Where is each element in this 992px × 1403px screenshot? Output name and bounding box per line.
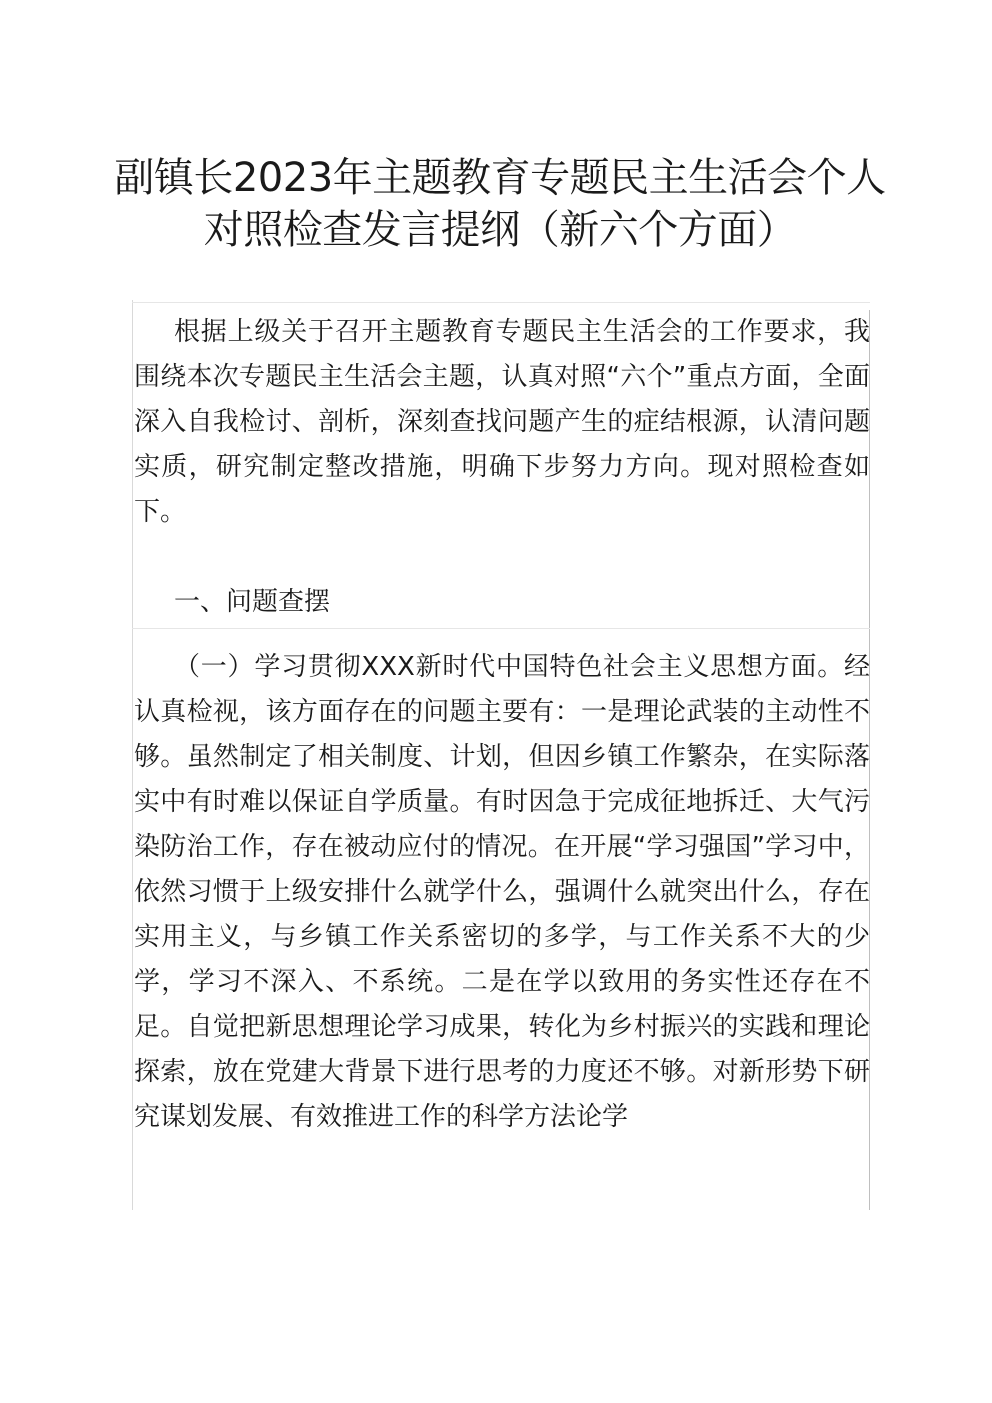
text-frame-left-guide (132, 300, 133, 1210)
intro-paragraph: 根据上级关于召开主题教育专题民主生活会的工作要求，我围绕本次专题民主生活会主题，认真对照“六个”重点方面，全面深入自我检讨、剖析，深刻查找问题产生的症结根源，认清问题实质，研究制定整改措施，明确下步努力方向。现对照检查如下。 (134, 317, 870, 527)
subsection-paragraph: （一）学习贯彻XXX新时代中国特色社会主义思想方面。经认真检视，该方面存在的问题主要有：一是理论武装的主动性不够。虽然制定了相关制度、计划，但因乡镇工作繁杂，在实际落实中有时难以保证自学质量。有时因急于完成征地拆迁、大气污染防治工作，存在被动应付的情况。在开展“学习强国”学习中，依然习惯于上级安排什么就学什么，强调什么就突出什么，存在实用主义，与乡镇工作关系密切的多学，与工作关系不大的少学，学习不深入、不系统。二是在学以致用的务实性还存在不足。自觉把新思想理论学习成果，转化为乡村振兴的实践和理论探索，放在党建大背景下进行思考的力度还不够。对新形势下研究谋划发展、有效推进工作的科学方法论学 (134, 652, 870, 1132)
section-heading: 一、问题查摆 (174, 587, 331, 617)
title-line-2: 对照检查发言提纲（新六个方面） (203, 207, 797, 253)
section-divider-guide (132, 628, 870, 629)
document-title (100, 152, 900, 256)
text-frame-top-guide (132, 302, 870, 303)
title-line-1: 副镇长2023年主题教育专题民主生活会个人 (114, 155, 886, 201)
